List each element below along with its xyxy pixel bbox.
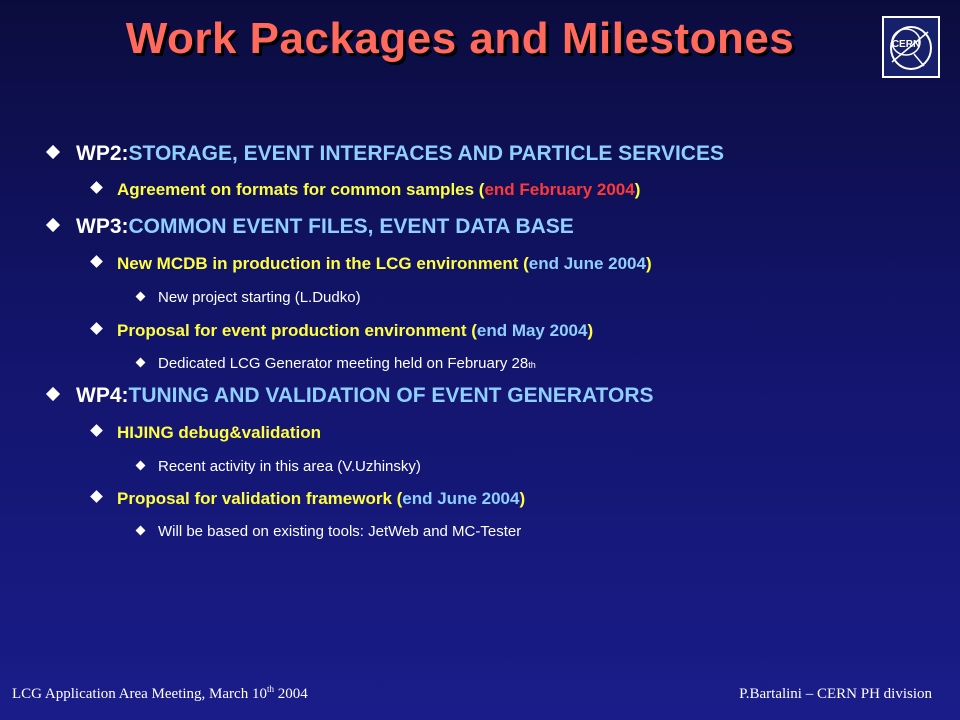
wp2-task1-deadline: end February 2004 (484, 180, 635, 199)
wp3-task1 (92, 254, 652, 274)
wp3-task1-deadline: end June 2004 (528, 254, 646, 273)
wp4-task2-deadline: end June 2004 (402, 489, 520, 508)
wp3-task1-sub-text: New project starting (L.Dudko) (158, 289, 361, 306)
footer-year: 2004 (273, 686, 308, 702)
wp3-prefix: WP3: (76, 215, 129, 238)
wp3-task2-text: Proposal for event production environment ( (117, 321, 477, 340)
diamond-bullet-icon (46, 218, 60, 232)
footer-right: P.Bartalini – CERN PH division (739, 686, 932, 702)
wp4-prefix: WP4: (76, 384, 129, 407)
diamond-bullet-icon (90, 255, 103, 268)
diamond-bullet-icon (90, 490, 103, 503)
diamond-bullet-icon (136, 292, 146, 302)
slide-title: Work Packages and Milestones (125, 14, 795, 63)
diamond-bullet-icon (46, 145, 60, 159)
wp3-task2-sub: Dedicated LCG Generator meeting held on February 28 th (137, 355, 536, 372)
wp2-task1 (92, 180, 640, 200)
footer-sup: th (266, 684, 274, 694)
wp3-task2-deadline: end May 2004 (476, 321, 588, 340)
wp3-task1-sub (137, 289, 361, 306)
footer-meeting: LCG Application Area Meeting, March 10 (12, 686, 267, 702)
wp4-task2-close: ) (519, 489, 526, 508)
wp3-item (48, 215, 574, 239)
wp3-task2-close: ) (587, 321, 594, 340)
wp3-task2 (92, 321, 593, 341)
wp4-item (48, 384, 654, 408)
wp4-task1 (92, 423, 321, 443)
wp2-task1-text: Agreement on formats for common samples ( (117, 180, 485, 199)
diamond-bullet-icon (136, 461, 146, 471)
diamond-bullet-icon (136, 526, 146, 536)
wp4-task2-text: Proposal for validation framework ( (117, 489, 403, 508)
wp4-task2-sub-text: Will be based on existing tools: JetWeb and MC-Tester (158, 523, 522, 540)
wp4-heading: TUNING AND VALIDATION OF EVENT GENERATORS (128, 384, 654, 407)
svg-text:CERN: CERN (891, 39, 921, 50)
wp3-task1-close: ) (645, 254, 652, 273)
wp2-prefix: WP2: (76, 142, 129, 165)
diamond-bullet-icon (136, 358, 146, 368)
wp2-item (48, 142, 724, 166)
diamond-bullet-icon (46, 387, 60, 401)
wp4-task1-sub (137, 458, 421, 475)
wp4-task2 (92, 489, 525, 509)
wp3-task1-text: New MCDB in production in the LCG environment ( (117, 254, 529, 273)
diamond-bullet-icon (90, 322, 103, 335)
wp2-heading: STORAGE, EVENT INTERFACES AND PARTICLE SERVICES (128, 142, 724, 165)
diamond-bullet-icon (90, 424, 103, 437)
wp4-task1-text: HIJING debug&validation (117, 423, 322, 442)
wp3-heading: COMMON EVENT FILES, EVENT DATA BASE (128, 215, 574, 238)
wp2-task1-close: ) (634, 180, 641, 199)
footer-left (12, 686, 308, 703)
wp4-task1-sub-text: Recent activity in this area (V.Uzhinsky) (158, 458, 421, 475)
diamond-bullet-icon (90, 181, 103, 194)
wp3-task2-sub-text: Dedicated LCG Generator meeting held on February 28 (158, 355, 529, 372)
wp4-task2-sub (137, 523, 521, 540)
